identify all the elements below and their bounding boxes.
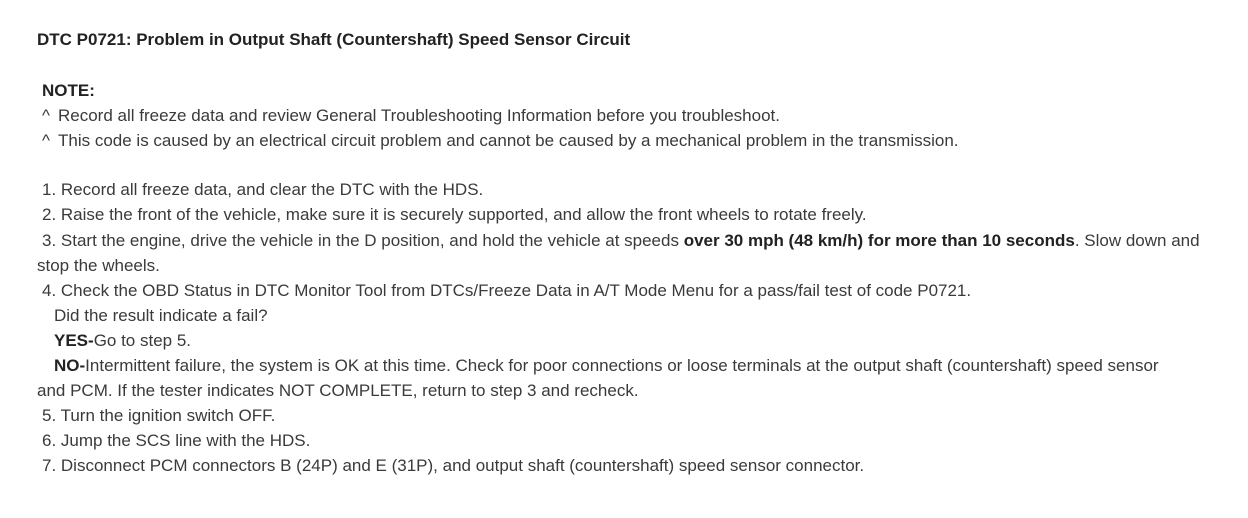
caret-icon: ^ [42, 131, 50, 150]
note-item-text: Record all freeze data and review General Troubleshooting Information before you troubleshoot. [58, 106, 780, 125]
step-3 [42, 228, 1200, 253]
step-2: 2. Raise the front of the vehicle, make sure it is securely supported, and allow the front wheels to rotate freely. [42, 205, 867, 224]
yes-label: YES- [54, 331, 94, 350]
step-4-no-continued: and PCM. If the tester indicates NOT COMPLETE, return to step 3 and recheck. [37, 381, 639, 400]
note-heading: NOTE: [42, 81, 95, 100]
step-1: 1. Record all freeze data, and clear the DTC with the HDS. [42, 180, 484, 199]
no-text: Intermittent failure, the system is OK at this time. Check for poor connections or loose terminals at the output shaft (countershaft) speed sensor [85, 356, 1159, 375]
step-6: 6. Jump the SCS line with the HDS. [42, 431, 311, 450]
caret-icon: ^ [42, 106, 50, 125]
step-3-continued: stop the wheels. [37, 256, 160, 275]
step-5: 5. Turn the ignition switch OFF. [42, 406, 276, 425]
step-3-emphasis: over 30 mph (48 km/h) for more than 10 seconds [683, 231, 1075, 250]
step-4: 4. Check the OBD Status in DTC Monitor Tool from DTCs/Freeze Data in A/T Mode Menu for a pass/fail test of code P0721. [42, 281, 972, 300]
step-3-text: 3. Start the engine, drive the vehicle in the D position, and hold the vehicle at speeds [42, 231, 684, 250]
step-4-question: Did the result indicate a fail? [54, 306, 268, 325]
yes-text: Go to step 5. [93, 331, 192, 350]
page-title: DTC P0721: Problem in Output Shaft (Countershaft) Speed Sensor Circuit [37, 30, 631, 49]
note-item [42, 128, 959, 153]
step-4-yes [54, 328, 191, 353]
step-4-no [54, 353, 1159, 378]
no-label: NO- [54, 356, 86, 375]
note-item-text: This code is caused by an electrical circuit problem and cannot be caused by a mechanical problem in the transmission. [58, 131, 959, 150]
note-item [42, 103, 780, 128]
step-7: 7. Disconnect PCM connectors B (24P) and E (31P), and output shaft (countershaft) speed sensor connector. [42, 456, 865, 475]
step-3-text-end: . Slow down and [1074, 231, 1200, 250]
